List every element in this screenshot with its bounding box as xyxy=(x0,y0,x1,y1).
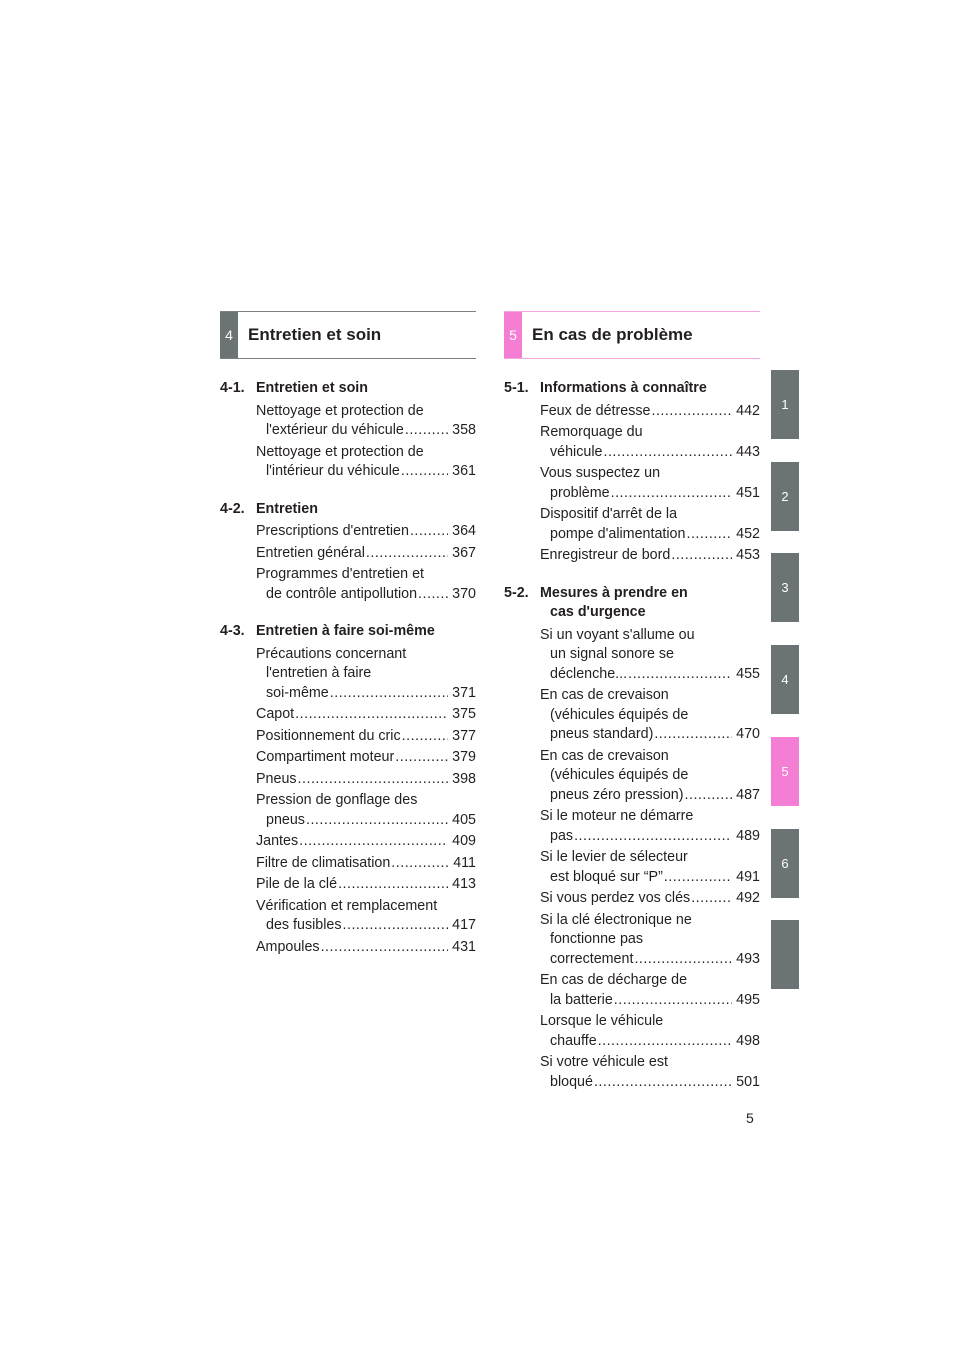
entry-text-line: soi-même xyxy=(266,684,329,701)
section-title-line: cas d'urgence xyxy=(550,604,646,620)
toc-entry[interactable] xyxy=(256,791,476,830)
toc-entry[interactable] xyxy=(256,938,476,958)
chapter-tab-5[interactable]: 5 xyxy=(771,737,799,806)
entry-text-line: Si le levier de sélecteur xyxy=(540,849,688,865)
toc-entry[interactable] xyxy=(540,1053,760,1092)
dot-leader xyxy=(685,786,733,806)
chapter-tab-3[interactable]: 3 xyxy=(771,553,799,622)
entry-page-number: 489 xyxy=(736,827,760,844)
entry-last-line xyxy=(256,748,476,768)
entry-text-line: Prescriptions d'entretien xyxy=(256,523,409,539)
toc-entry[interactable] xyxy=(256,443,476,482)
dot-leader xyxy=(598,1032,733,1052)
section-name xyxy=(256,622,476,642)
entry-text-line: l'intérieur du véhicule xyxy=(266,463,400,479)
entry-page-number: 358 xyxy=(452,422,476,438)
toc-section xyxy=(504,379,760,566)
entry-last-line xyxy=(540,525,760,545)
toc-entry[interactable] xyxy=(540,1012,760,1051)
entry-text-line: Programmes d'entretien et xyxy=(256,566,425,582)
dot-leader xyxy=(395,748,448,768)
toc-entry[interactable] xyxy=(540,747,760,806)
entry-text-line: En cas de décharge de xyxy=(540,972,688,988)
toc-entry[interactable] xyxy=(256,748,476,768)
toc-entry[interactable] xyxy=(540,807,760,846)
entry-last-line xyxy=(540,546,760,566)
entry-page-number: 498 xyxy=(736,1032,760,1049)
entry-text-line: Feux de détresse xyxy=(540,402,651,419)
entry-text-line: Pneus xyxy=(256,770,297,787)
dot-leader xyxy=(603,443,732,463)
chapter-title: En cas de problème xyxy=(532,325,693,344)
entry-text-line: En cas de crevaison xyxy=(540,687,669,703)
entry-text-line: (véhicules équipés de xyxy=(550,767,689,783)
section-heading xyxy=(504,379,760,399)
section-name xyxy=(540,379,760,399)
dot-leader xyxy=(391,854,449,874)
section-name xyxy=(540,584,760,623)
entry-page-number: 377 xyxy=(452,727,476,744)
entry-last-line xyxy=(540,402,760,422)
entry-text-line: Si vous perdez vos clés xyxy=(540,890,691,906)
section-number: 5-1. xyxy=(504,380,529,396)
entry-page-number: 442 xyxy=(736,402,760,419)
entry-last-line xyxy=(256,938,476,958)
entry-text-line: Pile de la clé xyxy=(256,876,338,892)
entry-text-line: pneus xyxy=(266,811,305,828)
entry-last-line xyxy=(256,684,476,704)
entry-text-line: En cas de crevaison xyxy=(540,747,669,764)
entry-last-line xyxy=(256,832,476,852)
chapter-header xyxy=(504,311,760,359)
dot-leader xyxy=(299,832,448,852)
toc-entry[interactable] xyxy=(256,645,476,704)
entry-last-line xyxy=(540,725,760,745)
entry-text-line: un signal sonore se xyxy=(550,646,674,662)
section-title-line: Mesures à prendre en xyxy=(540,584,688,601)
chapter-tab-4[interactable]: 4 xyxy=(771,645,799,714)
entry-page-number: 371 xyxy=(452,684,476,701)
entry-page-number: 405 xyxy=(452,811,476,828)
entry-last-line xyxy=(540,665,760,685)
entry-text-line: Lorsque le véhicule xyxy=(540,1013,664,1029)
dot-leader xyxy=(298,770,449,790)
toc-sections xyxy=(220,379,476,957)
section-title-line: Entretien xyxy=(256,500,318,517)
entry-last-line xyxy=(256,916,476,936)
entry-text-line: des fusibles xyxy=(266,917,342,933)
entry-page-number: 492 xyxy=(736,890,760,906)
entry-text-line: Vérification et remplacement xyxy=(256,897,438,914)
toc-entry[interactable] xyxy=(540,626,760,685)
entry-last-line xyxy=(256,811,476,831)
entry-text-line: de contrôle antipollution xyxy=(266,585,418,602)
chapter-tab-index[interactable] xyxy=(771,920,799,989)
entry-page-number: 398 xyxy=(452,770,476,787)
entry-last-line xyxy=(540,484,760,504)
entry-last-line xyxy=(256,585,476,605)
entry-text-line: chauffe xyxy=(550,1032,597,1049)
page-number: 5 xyxy=(746,1110,754,1126)
chapter-tab-1[interactable]: 1 xyxy=(771,370,799,439)
entry-last-line xyxy=(540,868,760,888)
dot-leader xyxy=(686,525,732,545)
toc-entry[interactable] xyxy=(256,832,476,852)
dot-leader xyxy=(664,868,732,888)
entry-last-line xyxy=(256,522,476,542)
toc-entry[interactable] xyxy=(540,848,760,887)
toc-section xyxy=(220,379,476,482)
toc-column-4 xyxy=(220,311,476,975)
section-title-line: Entretien et soin xyxy=(256,380,369,396)
entry-text-line: Ampoules xyxy=(256,938,320,955)
entry-page-number: 487 xyxy=(736,786,760,803)
dot-leader xyxy=(691,889,732,909)
entry-text-line: Enregistreur de bord xyxy=(540,547,671,563)
section-heading xyxy=(504,584,760,623)
entry-page-number: 370 xyxy=(452,585,476,602)
dot-leader xyxy=(405,421,448,441)
dot-leader xyxy=(401,462,448,482)
toc-section xyxy=(504,584,760,1093)
entry-page-number: 455 xyxy=(736,665,760,682)
entry-text-line: Si un voyant s'allume ou xyxy=(540,626,695,643)
entry-last-line xyxy=(256,421,476,441)
chapter-number-badge: 5 xyxy=(504,312,522,358)
toc-entry[interactable] xyxy=(540,464,760,503)
toc-entry[interactable] xyxy=(256,522,476,542)
entry-text-line: est bloqué sur “P” xyxy=(550,868,663,885)
entry-text-line: Pression de gonflage des xyxy=(256,792,418,808)
entry-text-line: pompe d'alimentation xyxy=(550,525,686,542)
entry-last-line xyxy=(540,1032,760,1052)
entry-text-line: Si la clé électronique ne xyxy=(540,911,692,928)
toc-entry[interactable] xyxy=(256,875,476,895)
dot-leader xyxy=(614,991,732,1011)
entry-text-line: Nettoyage et protection de xyxy=(256,443,424,460)
entry-text-line: Jantes xyxy=(256,833,299,849)
entry-text-line: Dispositif d'arrêt de la xyxy=(540,506,678,522)
section-name xyxy=(256,379,476,399)
entry-last-line xyxy=(540,991,760,1011)
entry-text-line: Remorquage du xyxy=(540,424,643,440)
entry-page-number: 413 xyxy=(452,876,476,892)
dot-leader xyxy=(306,811,448,831)
toc-entry[interactable] xyxy=(256,565,476,604)
dot-leader xyxy=(574,827,732,847)
toc-column-5 xyxy=(504,311,760,1110)
dot-leader xyxy=(611,484,733,504)
entry-text-line: l'extérieur du véhicule xyxy=(266,422,404,438)
chapter-tab-2[interactable]: 2 xyxy=(771,462,799,531)
entry-page-number: 495 xyxy=(736,991,760,1008)
toc-entry[interactable] xyxy=(256,705,476,725)
toc-entry[interactable] xyxy=(540,889,760,909)
entry-text-line: bloqué xyxy=(550,1073,593,1090)
entry-text-line: la batterie xyxy=(550,991,613,1008)
dot-leader xyxy=(402,727,449,747)
dot-leader xyxy=(321,938,449,958)
entry-last-line xyxy=(540,786,760,806)
chapter-header xyxy=(220,311,476,359)
dot-leader xyxy=(594,1073,732,1093)
entry-text-line: Capot xyxy=(256,706,295,722)
entry-text-line: Si votre véhicule est xyxy=(540,1054,668,1070)
dot-leader xyxy=(651,402,732,422)
toc-entry[interactable] xyxy=(256,854,476,874)
entry-page-number: 452 xyxy=(736,525,760,542)
entry-text-line: (véhicules équipés de xyxy=(550,706,689,723)
entry-last-line xyxy=(256,875,476,895)
entry-text-line: véhicule xyxy=(550,443,603,460)
entry-page-number: 453 xyxy=(736,547,760,563)
section-number: 4-2. xyxy=(220,500,245,517)
chapter-title: Entretien et soin xyxy=(248,325,382,344)
entry-text-line: Précautions concernant xyxy=(256,645,407,662)
entry-last-line xyxy=(256,705,476,725)
entry-page-number: 493 xyxy=(736,950,760,967)
entry-last-line xyxy=(540,443,760,463)
dot-leader xyxy=(671,546,732,566)
entry-page-number: 443 xyxy=(736,443,760,460)
dot-leader xyxy=(338,875,448,895)
toc-entry[interactable] xyxy=(256,727,476,747)
section-number: 4-1. xyxy=(220,380,245,396)
section-heading xyxy=(220,622,476,642)
toc-entry[interactable] xyxy=(540,505,760,544)
toc-entry[interactable] xyxy=(540,686,760,745)
toc-entry[interactable] xyxy=(256,897,476,936)
section-heading xyxy=(220,379,476,399)
entry-last-line xyxy=(256,770,476,790)
toc-entry[interactable] xyxy=(540,546,760,566)
entry-page-number: 411 xyxy=(453,854,476,871)
chapter-tab-6[interactable]: 6 xyxy=(771,829,799,898)
section-title-line: Entretien à faire soi-même xyxy=(256,623,435,639)
dot-leader xyxy=(366,544,448,564)
entry-text-line: Nettoyage et protection de xyxy=(256,402,424,419)
entry-text-line: Vous suspectez un xyxy=(540,465,661,481)
dot-leader xyxy=(410,522,448,542)
entry-page-number: 451 xyxy=(736,484,760,501)
entry-text-line: correctement xyxy=(550,950,634,967)
toc-section xyxy=(220,500,476,605)
dot-leader xyxy=(295,705,448,725)
entry-text-line: problème xyxy=(550,484,610,501)
section-number: 5-2. xyxy=(504,584,529,601)
entry-text-line: pneus standard) xyxy=(550,726,654,742)
toc-sections xyxy=(504,379,760,1092)
entry-last-line xyxy=(256,544,476,564)
entry-page-number: 501 xyxy=(736,1073,760,1090)
entry-page-number: 409 xyxy=(452,833,476,849)
section-number: 4-3. xyxy=(220,623,245,639)
dot-leader xyxy=(634,950,732,970)
entry-text-line: Entretien général xyxy=(256,544,365,561)
chapter-number-badge: 4 xyxy=(220,312,238,358)
entry-last-line xyxy=(256,462,476,482)
entry-page-number: 379 xyxy=(452,749,476,765)
entry-page-number: 491 xyxy=(736,868,760,885)
toc-entry[interactable] xyxy=(256,770,476,790)
toc-entry[interactable] xyxy=(540,423,760,462)
entry-page-number: 375 xyxy=(452,706,476,722)
entry-text-line: pneus zéro pression) xyxy=(550,786,684,803)
section-name xyxy=(256,500,476,520)
dot-leader xyxy=(343,916,449,936)
entry-text-line: pas xyxy=(550,827,574,844)
entry-page-number: 470 xyxy=(736,726,760,742)
entry-page-number: 417 xyxy=(452,917,476,933)
entry-last-line xyxy=(540,827,760,847)
entry-page-number: 431 xyxy=(452,938,476,955)
entry-last-line xyxy=(540,1073,760,1093)
toc-section xyxy=(220,622,476,957)
entry-text-line: l'entretien à faire xyxy=(266,665,372,681)
section-heading xyxy=(220,500,476,520)
entry-page-number: 367 xyxy=(452,544,476,561)
entry-text-line: Si le moteur ne démarre xyxy=(540,808,694,824)
toc-entry[interactable] xyxy=(256,544,476,564)
dot-leader xyxy=(654,725,732,745)
dot-leader xyxy=(628,665,732,685)
entry-text-line: Compartiment moteur xyxy=(256,749,395,765)
entry-last-line xyxy=(256,854,476,874)
entry-page-number: 364 xyxy=(452,523,476,539)
entry-text-line: fonctionne pas xyxy=(550,931,643,947)
toc-entry[interactable] xyxy=(540,971,760,1010)
entry-text-line: Positionnement du cric xyxy=(256,727,401,744)
dot-leader xyxy=(330,684,448,704)
toc-entry[interactable] xyxy=(540,402,760,422)
toc-entry[interactable] xyxy=(540,911,760,970)
section-title-line: Informations à connaître xyxy=(540,380,707,396)
entry-text-line: déclenche... xyxy=(550,665,628,682)
entry-last-line xyxy=(540,889,760,909)
entry-page-number: 361 xyxy=(452,463,476,479)
entry-last-line xyxy=(256,727,476,747)
entry-last-line xyxy=(540,950,760,970)
dot-leader xyxy=(418,585,448,605)
entry-text-line: Filtre de climatisation xyxy=(256,854,391,871)
toc-entry[interactable] xyxy=(256,402,476,441)
